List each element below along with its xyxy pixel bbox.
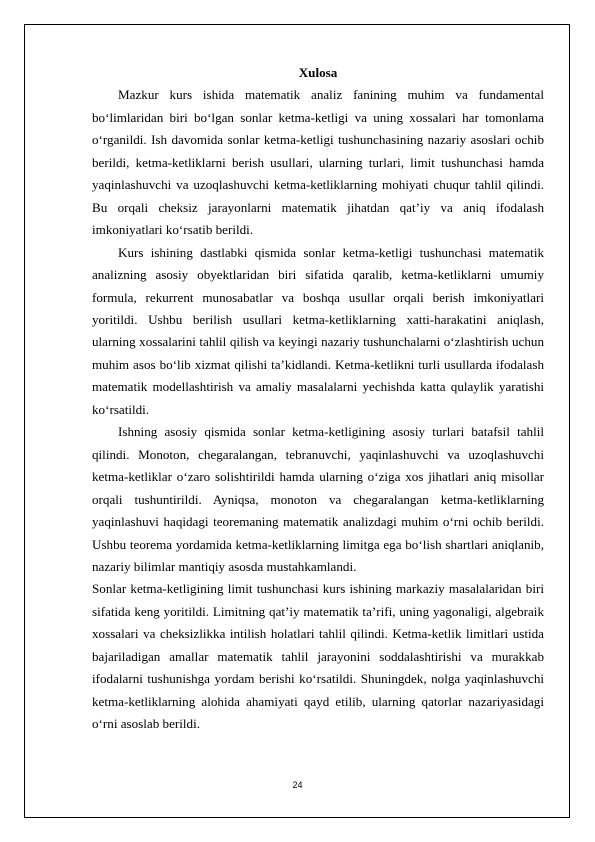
paragraph-limits: Sonlar ketma-ketligining limit tushunchasi kurs ishining markaziy masalalaridan biri sifatida keng yoritildi. Limitning qat’iy matematik ta’rifi, uning yagonaligi, algebraik xossalari va cheksizlikka intilish holatlari tahlil qilindi. Ketma-ketlik limitlari ustida bajariladigan amallar matematik tahlil jarayonini soddalashtirishi va murakkab ifodalarni tushunishga yordam berishi ko‘rsatildi. Shuningdek, nolga yaqinlashuvchi ketma-ketliklarning alohida ahamiyati qayd etilib, ularning qatorlar nazariyasidagi o‘rni asoslab berildi.: [92, 581, 544, 732]
document-body: [92, 62, 544, 736]
paragraph-methods: Kurs ishining dastlabki qismida sonlar ketma-ketligi tushunchasi matematik analizning asosiy obyektlaridan biri sifatida qaralib, ketma-ketliklarni umumiy formula, rekurrent munosabatlar va boshqa usullar orqali berish imkoniyatlari yoritildi. Ushbu berilish usullari ketma-ketliklarning xatti-harakatini aniqlash, ularning xossalarini tahlil qilish va keyingi nazariy tushunchalarni o‘zlashtirish uchun muhim asos bo‘lib xizmat qilishi ta’kidlandi. Ketma-ketlikni turli usullarda ifodalash matematik modellashtirish va amaliy masalalarni yechishda katta qulaylik yaratishi ko‘rsatildi.: [92, 244, 544, 417]
section-title: Xulosa: [298, 65, 338, 80]
paragraph-types: Ishning asosiy qismida sonlar ketma-ketligining asosiy turlari batafsil tahlil qilindi. Monoton, chegaralangan, tebranuvchi, yaqinlashuvchi va uzoqlashuvchi ketma-ketliklar o‘zaro solishtirildi hamda ularning o‘ziga xos jihatlari aniq misollar orqali tushuntirildi. Ayniqsa, monoton va chegaralangan ketma-ketliklarning yaqinlashuvi haqidagi teoremaning matematik analizdagi muhim o‘rni ochib berildi. Ushbu teorema yordamida ketma-ketliklarning limitga ega bo‘lish shartlari aniqlanib, nazariy bilimlar mantiqiy asosda mustahkamlandi.: [92, 424, 544, 574]
page-number: 24: [292, 780, 303, 790]
paragraph-intro: Mazkur kurs ishida matematik analiz fanining muhim va fundamental bo‘limlaridan biri bo‘lgan sonlar ketma-ketligi va uning xossalari har tomonlama o‘rganildi. Ish davomida sonlar ketma-ketligi tushunchasining nazariy asoslari ochib berildi, ketma-ketliklarni berish usullari, ularning turlari, limit tushunchasi hamda yaqinlashuvchi va uzoqlashuvchi ketma-ketliklarning mohiyati chuqur tahlil qilindi. Bu orqali cheksiz jarayonlarni matematik jihatdan qat’iy va aniq ifodalash imkoniyatlari ko‘rsatib berildi.: [92, 87, 544, 238]
